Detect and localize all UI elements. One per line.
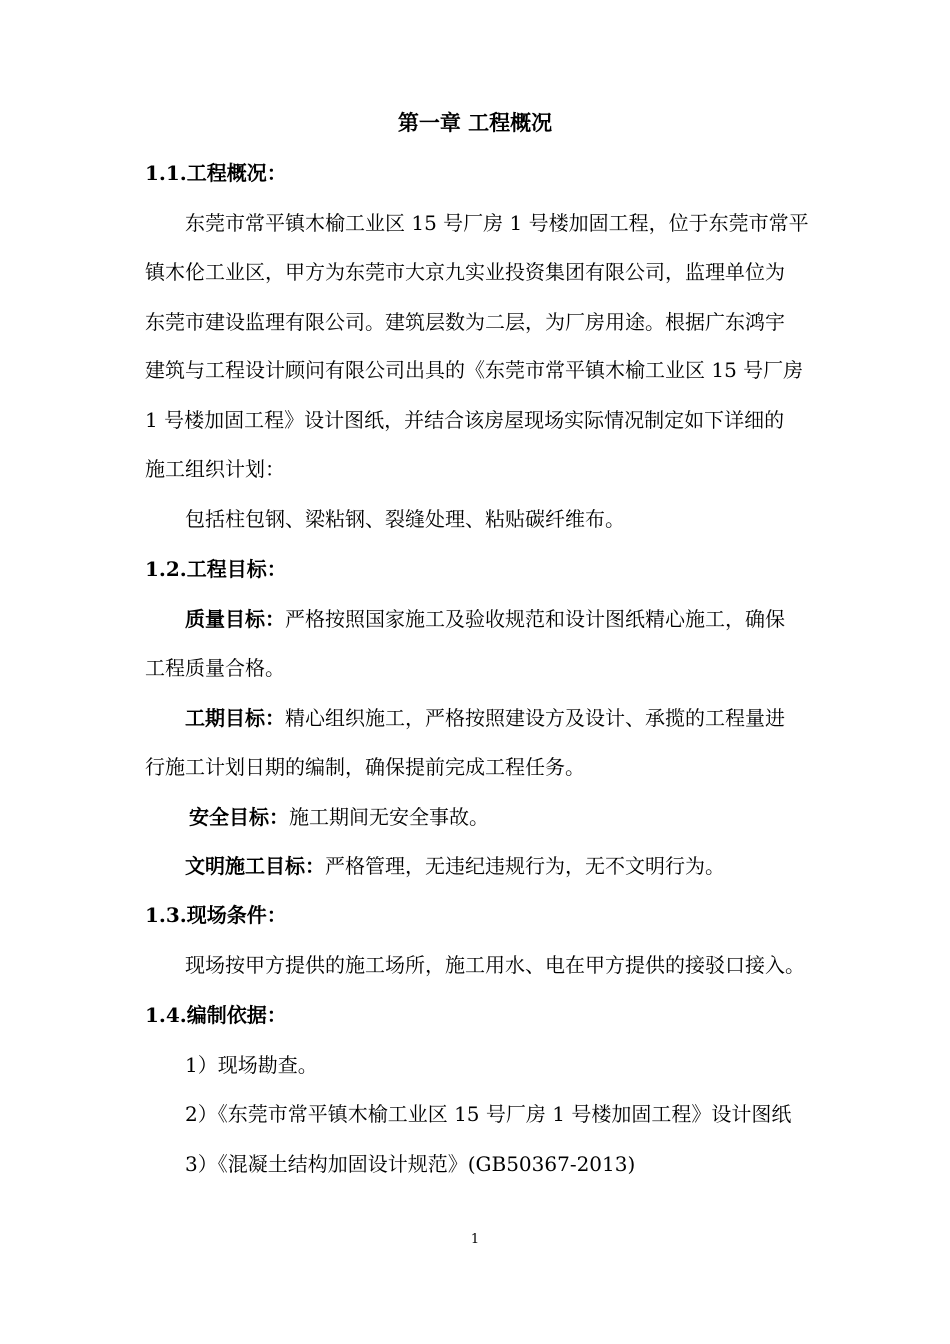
quality-goal-cont: 工程质量合格。 — [145, 656, 285, 680]
schedule-goal-label: 工期目标： — [185, 706, 285, 730]
overview-line: 施工组织计划： — [145, 457, 285, 481]
schedule-goal-cont: 行施工计划日期的编制，确保提前完成工程任务。 — [145, 755, 585, 779]
safety-goal — [145, 792, 909, 842]
basis-item: 2）《东莞市常平镇木榆工业区 15 号厂房 1 号楼加固工程》设计图纸 — [185, 1102, 792, 1126]
section-1-1-heading: 1.1.工程概况： — [145, 161, 287, 185]
section-1-4-heading: 1.4.编制依据： — [145, 1003, 287, 1027]
overview-line: 镇木伦工业区，甲方为东莞市大京九实业投资集团有限公司，监理单位为 — [145, 260, 785, 284]
civil-goal-label: 文明施工目标： — [185, 854, 325, 878]
overview-line: 东莞市常平镇木榆工业区 15 号厂房 1 号楼加固工程，位于东莞市常平 — [185, 211, 809, 235]
overview-line: 建筑与工程设计顾问有限公司出具的《东莞市常平镇木榆工业区 15 号厂房 — [145, 358, 804, 382]
schedule-goal-text: 精心组织施工，严格按照建设方及设计、承揽的工程量进 — [285, 706, 785, 730]
overview-line: 东莞市建设监理有限公司。建筑层数为二层，为厂房用途。根据广东鸿宇 — [145, 310, 785, 334]
quality-goal-text: 严格按照国家施工及验收规范和设计图纸精心施工，确保 — [285, 607, 785, 631]
basis-item: 1）现场勘查。 — [185, 1053, 318, 1077]
basis-item: 3）《混凝土结构加固设计规范》(GB50367-2013) — [185, 1152, 636, 1176]
scope-line: 包括柱包钢、梁粘钢、裂缝处理、粘贴碳纤维布。 — [185, 507, 625, 531]
safety-goal-label: 安全目标： — [189, 805, 289, 829]
safety-goal-text: 施工期间无安全事故。 — [289, 805, 489, 829]
overview-line: 1 号楼加固工程》设计图纸，并结合该房屋现场实际情况制定如下详细的 — [145, 408, 785, 432]
civil-goal — [145, 841, 905, 891]
civil-goal-text: 严格管理，无违纪违规行为，无不文明行为。 — [325, 854, 725, 878]
quality-goal — [145, 594, 905, 644]
section-1-3-heading: 1.3.现场条件： — [145, 903, 287, 927]
site-conditions-text: 现场按甲方提供的施工场所，施工用水、电在甲方提供的接驳口接入。 — [185, 953, 805, 977]
schedule-goal — [145, 693, 905, 743]
chapter-title: 第一章 工程概况 — [397, 110, 553, 135]
section-1-2-heading: 1.2.工程目标： — [145, 557, 287, 581]
page-number: 1 — [470, 1232, 480, 1247]
quality-goal-label: 质量目标： — [185, 607, 285, 631]
